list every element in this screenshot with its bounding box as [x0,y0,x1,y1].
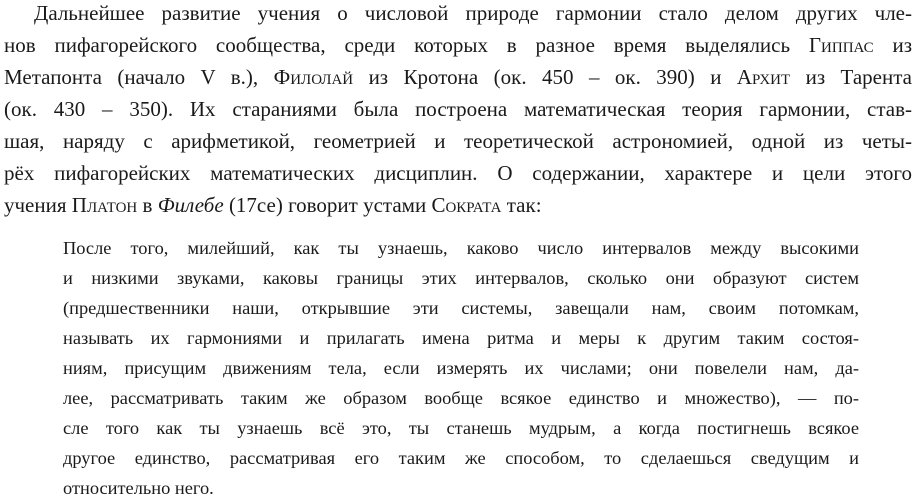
title-italic: Филебе [157,193,224,217]
quote-line [63,448,859,469]
text-segment: называть их гармониями и прилагать имена ритма и меры к другим таким состоя- [63,328,859,348]
quote-line [63,268,859,289]
text-segment: Метапонта (начало V в.), [4,65,274,89]
text-segment: лее, рассматривать таким же образом вообще всякое единство и множество), — по- [63,388,859,408]
quote-line [63,238,859,259]
text-segment: из Тарента [790,65,912,89]
name-smallcaps: Архит [736,65,791,89]
name-smallcaps: Сократа [431,193,502,217]
text-segment: (предшественники наши, открывшие эти системы, завещали нам, своим потомкам, [63,298,859,318]
paragraph-line [4,65,912,90]
quote-line [63,298,859,319]
text-segment: из [873,33,912,57]
name-smallcaps: Филолай [273,65,354,89]
paragraph-line [4,33,912,58]
paragraph-line [4,97,912,122]
text-segment: нов пифагорейского сообщества, среди которых в разное время выделялись [4,33,809,57]
name-smallcaps: Платон [71,193,138,217]
text-segment: ниям, присущим движениям тела, если измерять их числами; они повелели нам, да- [63,358,859,378]
text-segment: Дальнейшее развитие учения о числовой природе гармонии стало делом других чле- [34,1,912,25]
text-segment: в [137,193,158,217]
text-segment: учения [4,193,72,217]
text-segment: и низкими звуками, каковы границы этих интервалов, сколько они образуют систем [63,268,859,288]
text-segment: После того, милейший, как ты узнаешь, каково число интервалов между высокими [63,238,859,258]
text-segment: относительно него. [63,478,214,498]
quote-line [63,358,859,379]
text-segment: из Кротона (ок. 450 – ок. 390) и [353,65,737,89]
text-segment: (ок. 430 – 350). Их стараниями была построена математическая теория гармонии, став- [4,97,912,121]
text-segment: шая, наряду с арифметикой, геометрией и теоретической астрономией, одной из четы- [4,129,912,153]
paragraph-line [4,193,912,218]
paragraph-line [4,129,912,154]
text-segment: рёх пифагорейских математических дисциплин. О содержании, характере и цели этого [4,161,912,185]
quote-line [63,388,859,409]
paragraph-line [4,161,912,186]
name-smallcaps: Гиппас [808,33,874,57]
paragraph-line [34,1,912,26]
text-segment: так: [501,193,542,217]
text-segment: (17се) говорит устами [223,193,432,217]
quote-line [63,418,859,439]
text-segment: другое единство, рассматривая его таким же способом, то сделаешься сведущим и [63,448,859,468]
quote-line [63,328,859,349]
text-segment: сле того как ты узнаешь всё это, ты станешь мудрым, а когда постигнешь всякое [63,418,859,438]
